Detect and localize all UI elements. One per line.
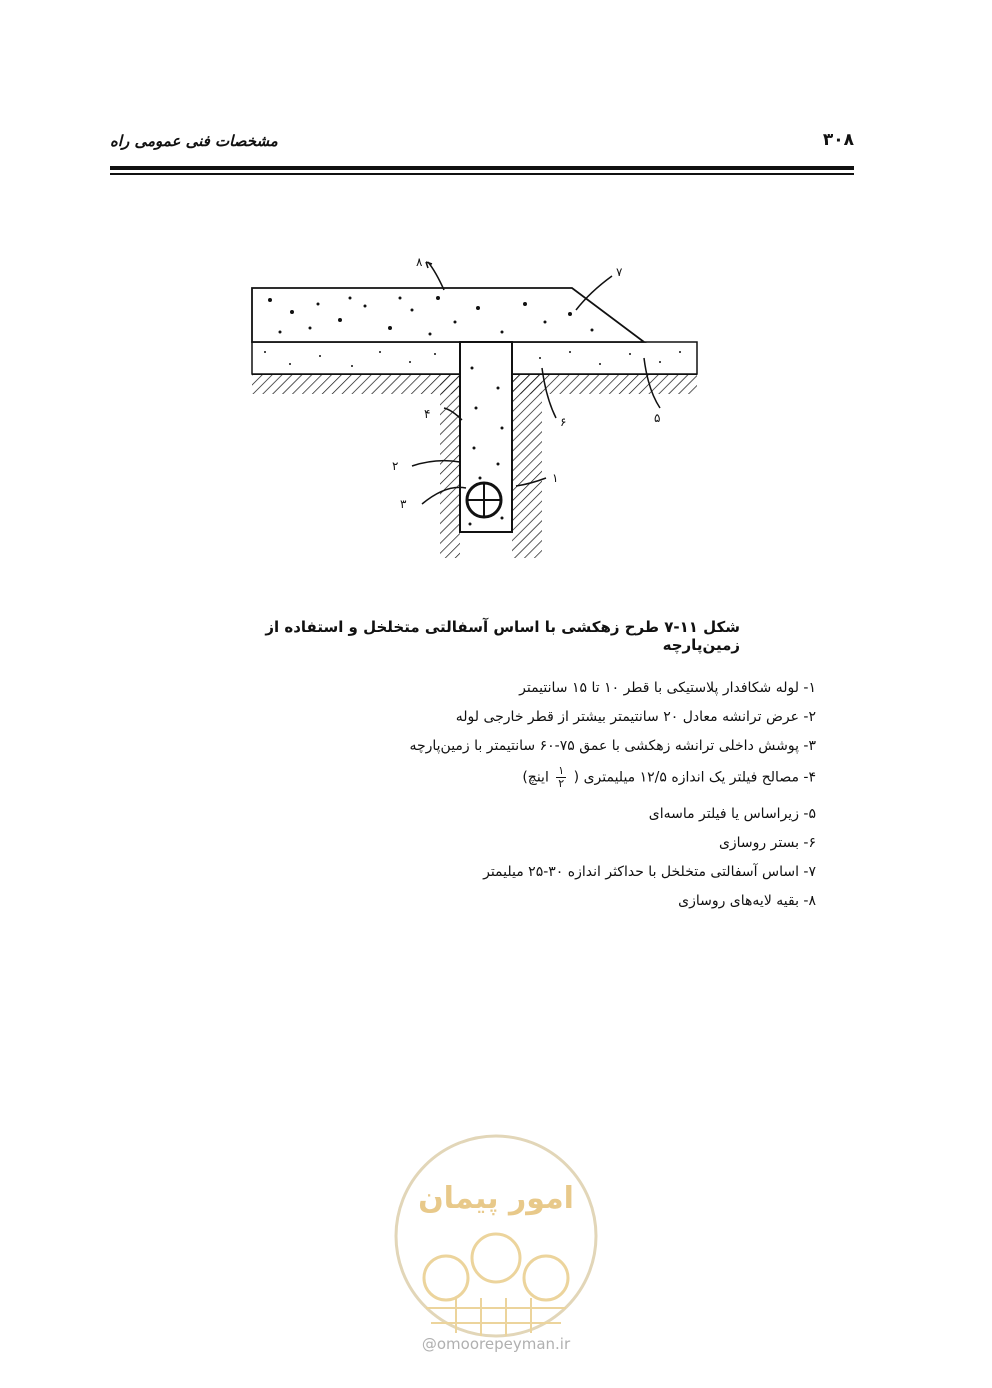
legend-item-4-suffix: اینچ) <box>522 769 549 786</box>
trench-wall-right-hatch <box>512 374 542 558</box>
header-rule-thin <box>110 173 854 175</box>
trench-wall-left-hatch <box>440 374 460 558</box>
label-5: ۵ <box>654 411 661 425</box>
legend-item-8: ۸- بقیه لایه‌های روسازی <box>678 893 816 909</box>
legend <box>256 678 816 920</box>
fraction <box>556 765 566 790</box>
watermark-site: @omoorepeyman.ir <box>421 1335 571 1353</box>
figure-caption: شکل ۱۱-۷ طرح زهکشی با اساس آسفالتی متخلخل و استفاده از زمین‌پارچه <box>265 618 740 654</box>
fraction-numerator: ۱ <box>558 764 565 777</box>
watermark-logo-text: امور پیمان <box>418 1181 574 1216</box>
legend-item-6: ۶- بستر روسازی <box>718 835 816 851</box>
watermark-logo <box>386 1128 606 1358</box>
label-6: ۶ <box>560 415 567 429</box>
legend-item-5: ۵- زیراساس یا فیلتر ماسه‌ای <box>648 806 816 822</box>
label-8: ۸ <box>416 255 423 269</box>
header-rule-thick <box>110 166 854 170</box>
running-title: مشخصات فنی عمومی راه <box>110 132 278 150</box>
fraction-denominator: ۲ <box>558 777 565 790</box>
label-4: ۴ <box>424 407 431 421</box>
legend-item-4 <box>256 765 816 790</box>
label-7: ۷ <box>616 265 623 279</box>
page-header <box>110 128 854 168</box>
label-1: ۱ <box>552 471 559 485</box>
page-number: ۳۰۸ <box>822 130 854 150</box>
legend-item-3: ۳- پوشش داخلی ترانشه زهکشی با عمق ۷۵-۶۰ سانتیمتر با زمین‌پارچه <box>409 738 816 754</box>
label-3: ۳ <box>400 497 407 511</box>
drainage-diagram <box>240 248 720 568</box>
legend-item-7: ۷- اساس آسفالتی متخلخل با حداکثر اندازه ۳۰-۲۵ میلیمتر <box>483 864 816 880</box>
legend-item-1: ۱- لوله شکافدار پلاستیکی با قطر ۱۰ تا ۱۵ سانتیمتر <box>519 680 816 696</box>
legend-item-4-prefix: ۴- مصالح فیلتر یک اندازه ۱۲/۵ میلیمتری ( <box>573 769 816 786</box>
legend-item-2: ۲- عرض ترانشه معادل ۲۰ سانتیمتر بیشتر از قطر خارجی لوله <box>455 709 816 725</box>
label-2: ۲ <box>392 459 399 473</box>
porous-asphalt-base-layer <box>252 288 644 342</box>
